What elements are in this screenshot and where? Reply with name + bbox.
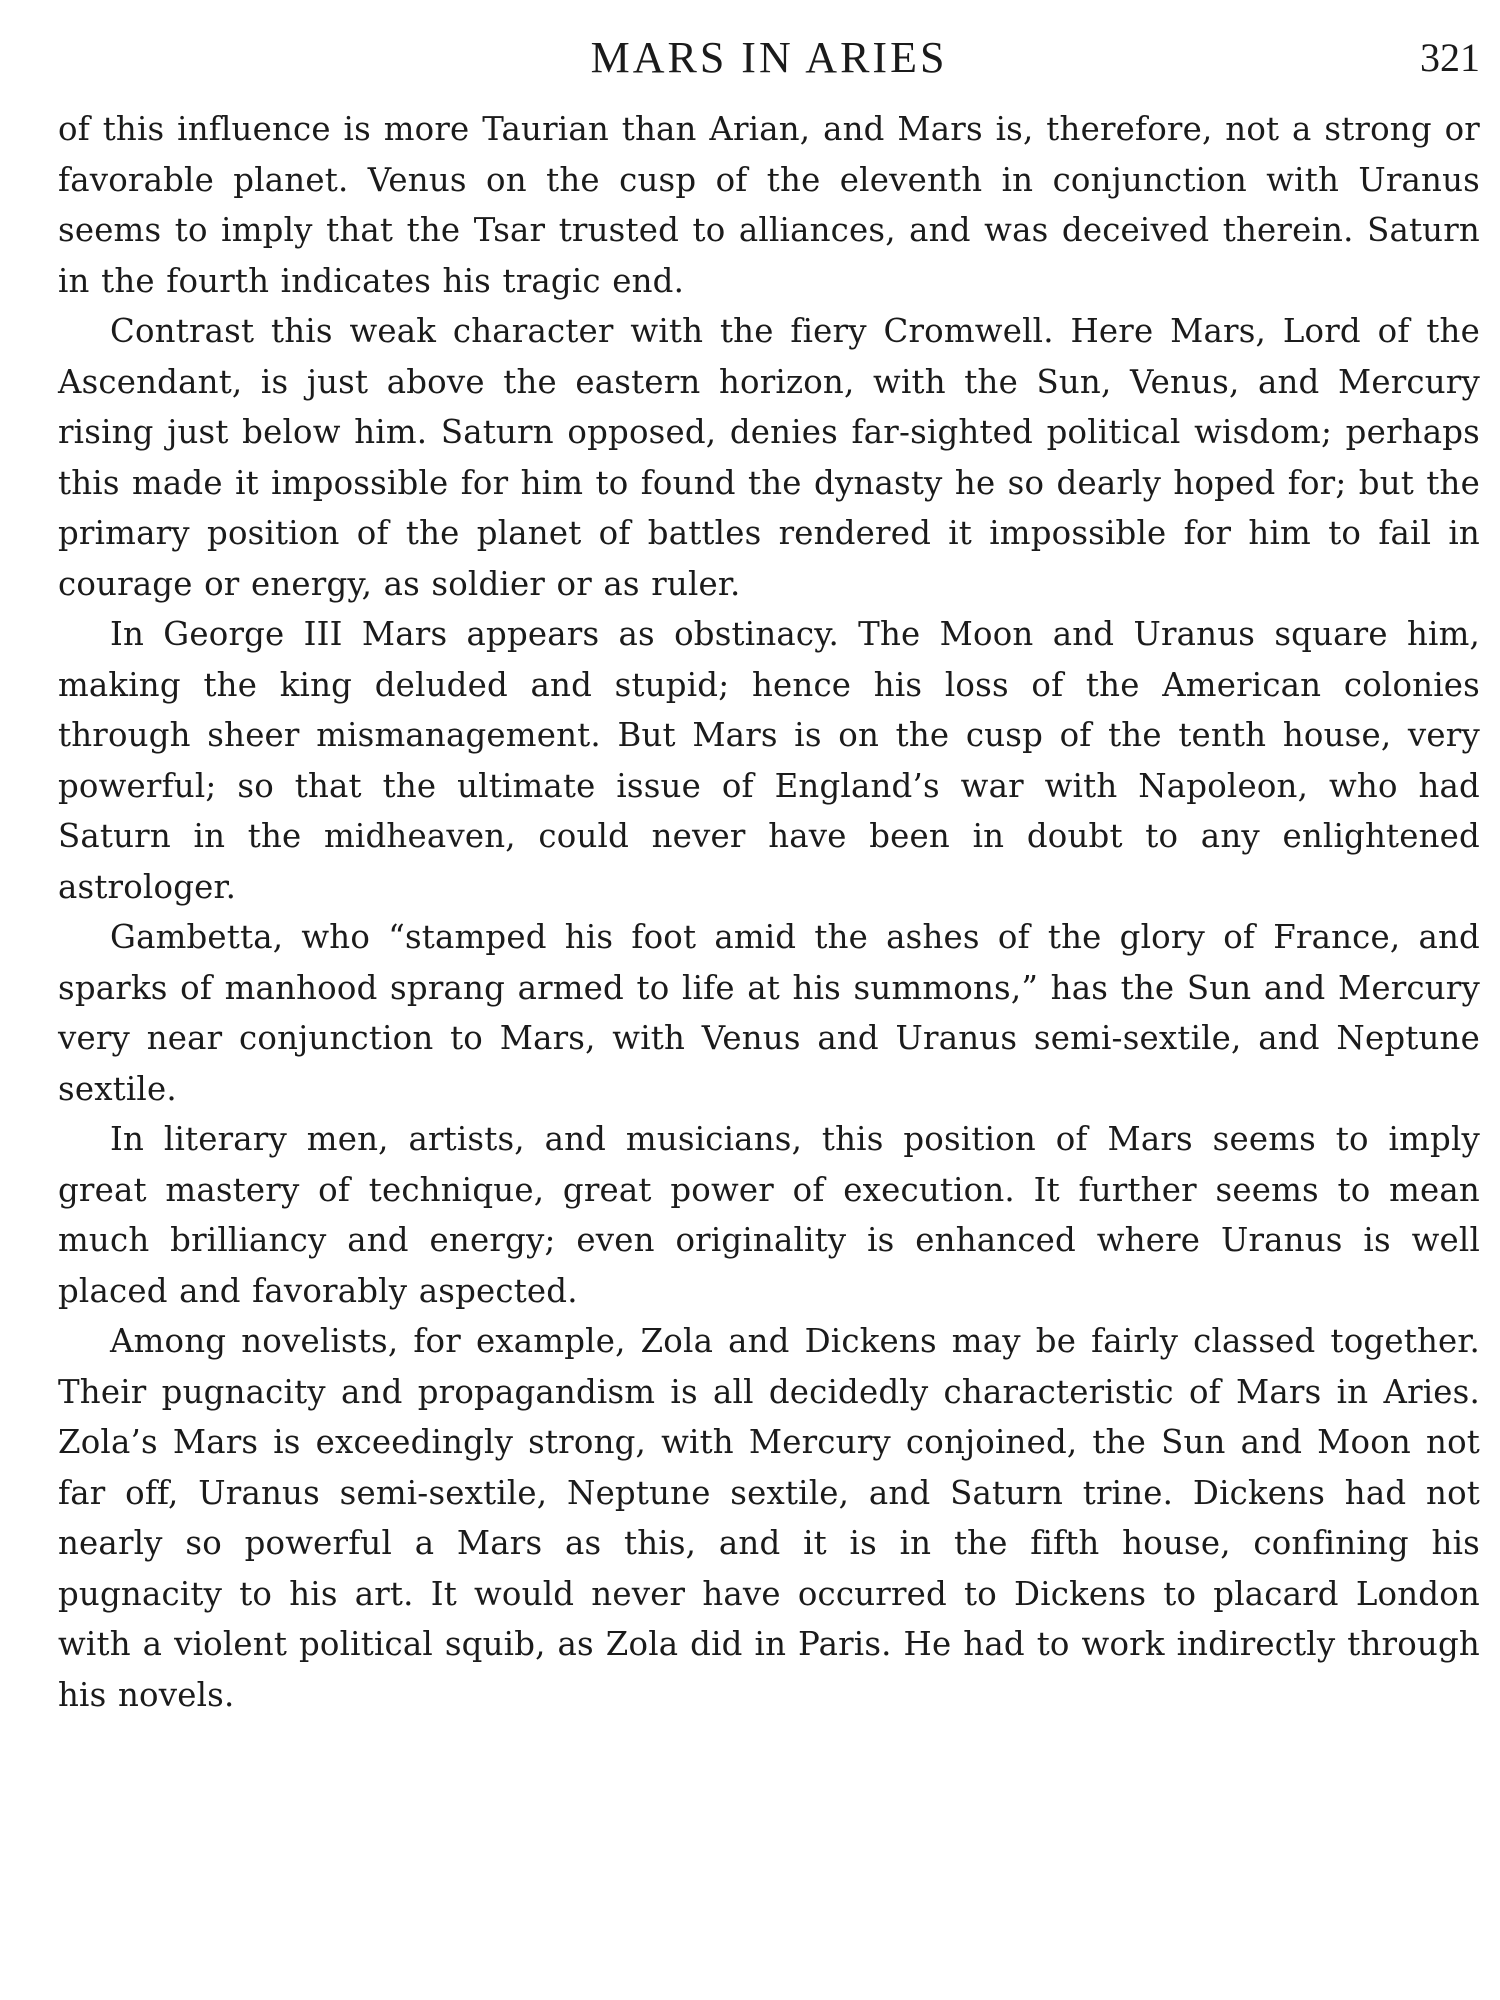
paragraph-cromwell: Contrast this weak character with the fiery Cromwell. Here Mars, Lord of the Ascendant, is just above the eastern horizon, with the Sun, Venus, and Mercury rising just below him. Saturn opposed, denies far-sighted political wisdom; perhaps this made it impossible for him to found the dynasty he so dearly hoped for; but the primary position of the planet of battles rendered it impossible for him to fail in courage or energy, as soldier or as ruler. xyxy=(58,312,1480,603)
paragraph-literary-men: In literary men, artists, and musicians, this position of Mars seems to imply great mastery of technique, great power of execution. It further seems to mean much brilliancy and energy; even originality is enhanced where Uranus is well placed and favorably aspected. xyxy=(58,1120,1480,1310)
paragraph-george-iii: In George III Mars appears as obstinacy. The Moon and Uranus square him, making the king deluded and stupid; hence his loss of the American colonies through sheer mismanagement. But Mars is on the cusp of the tenth house, very powerful; so that the ultimate issue of England’s war with Napoleon, who had Saturn in the midheaven, could never have been in doubt to any enlightened astrologer. xyxy=(58,615,1480,906)
running-head xyxy=(58,28,1480,88)
paragraph-novelists: Among novelists, for example, Zola and Dickens may be fairly classed together. Their pugnacity and propagandism is all decidedly characteristic of Mars in Aries. Zola’s Mars is exceedingly strong, with Mercury conjoined, the Sun and Moon not far off, Uranus semi-sextile, Neptune sextile, and Saturn trine. Dickens had not nearly so powerful a Mars as this, and it is in the fifth house, confining his pugnacity to his art. It would never have occurred to Dickens to placard London with a violent political squib, as Zola did in Paris. He had to work indirectly through his novels. xyxy=(58,1322,1480,1714)
paragraph-gambetta: Gambetta, who “stamped his foot amid the ashes of the glory of France, and sparks of manhood sprang armed to life at his summons,” has the Sun and Mercury very near conjunction to Mars, with Venus and Uranus semi-sextile, and Neptune sextile. xyxy=(58,918,1480,1108)
body-text xyxy=(58,104,1480,1720)
paragraph-continued: of this influence is more Taurian than Arian, and Mars is, therefore, not a strong or favorable planet. Venus on the cusp of the eleventh in conjunction with Uranus seems to imply that the Tsar trusted to alliances, and was deceived therein. Saturn in the fourth indicates his tragic end. xyxy=(58,110,1480,300)
page-number: 321 xyxy=(1420,35,1480,80)
running-title: MARS IN ARIES xyxy=(590,33,948,82)
